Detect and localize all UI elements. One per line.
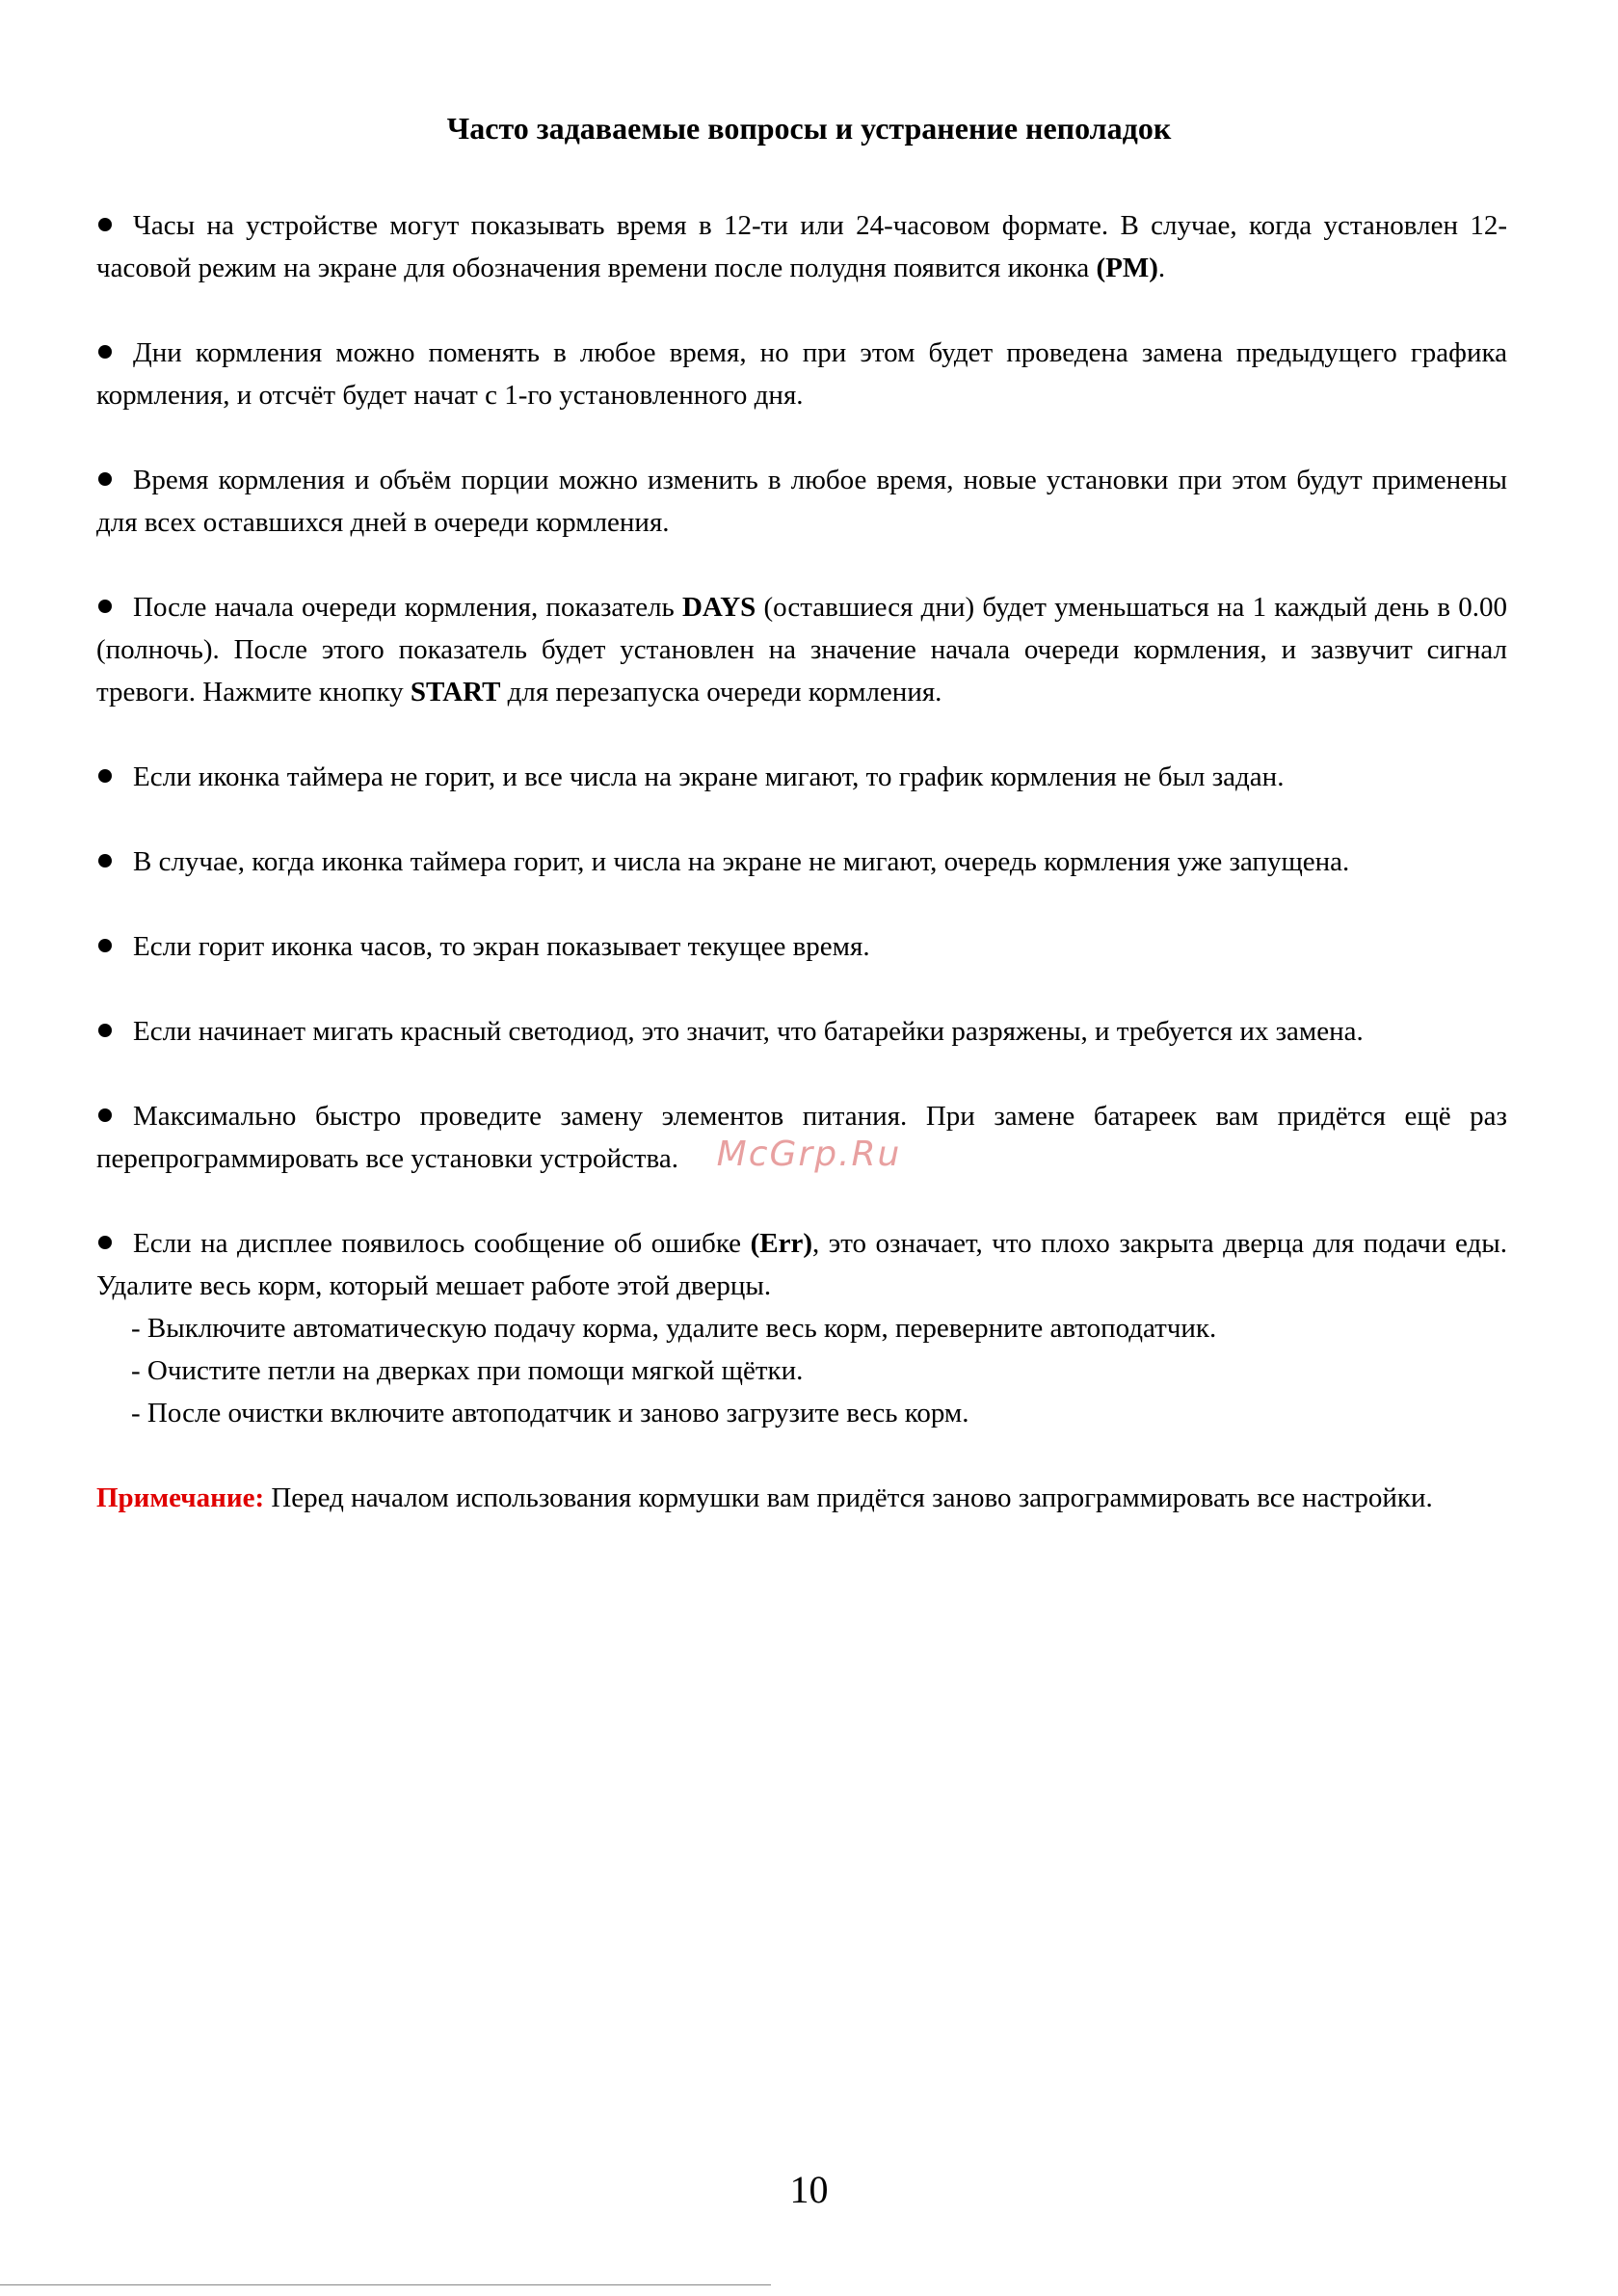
faq-item-timer-on xyxy=(96,841,1507,883)
item-text: Часы на устройстве могут показывать время в 12-ти или 24-часовом формате. В случае, когда установлен 12-часовой режим на экране для обозначения времени после полудня появится иконка xyxy=(96,210,1507,283)
item-text: . xyxy=(1157,253,1166,283)
faq-item-timer-off xyxy=(96,756,1507,798)
item-text: Если начинает мигать красный светодиод, это значит, что батарейки разряжены, и требуется их замена. xyxy=(133,1016,1364,1047)
bullet-icon xyxy=(98,1236,112,1249)
bullet-icon xyxy=(98,345,112,359)
err-label: (Err) xyxy=(750,1228,812,1259)
item-text: Дни кормления можно поменять в любое время, но при этом будет проведена замена предыдущего графика кормления, и отсчёт будет начат с 1-го установленного дня. xyxy=(96,337,1507,411)
faq-item-days-counter xyxy=(96,586,1507,713)
item-text: (оставшиеся дни) будет уменьшаться на 1 каждый день в 0.00 (полночь). После этого показатель будет установлен на значение начала очереди кормления, и зазвучит сигнал тревоги. Нажмите кнопку xyxy=(96,592,1507,707)
faq-item-feeding-days xyxy=(96,332,1507,416)
bullet-icon xyxy=(98,939,112,952)
note xyxy=(96,1477,1507,1519)
item-text: В случае, когда иконка таймера горит, и числа на экране не мигают, очередь кормления уже запущена. xyxy=(133,846,1350,877)
error-step: - Выключите автоматическую подачу корма, удалите весь корм, переверните автоподатчик. xyxy=(131,1313,1217,1344)
bullet-icon xyxy=(98,218,112,231)
item-text: Если на дисплее появилось сообщение об ошибке xyxy=(133,1228,751,1259)
note-text: Перед началом использования кормушки вам придётся заново запрограммировать все настройки. xyxy=(264,1482,1433,1513)
page-number: 10 xyxy=(789,2168,829,2211)
faq-item-error xyxy=(96,1222,1507,1307)
error-step: - Очистите петли на дверках при помощи мягкой щётки. xyxy=(131,1355,804,1386)
item-text: Если иконка таймера не горит, и все числа на экране мигают, то график кормления не был задан. xyxy=(133,761,1285,792)
item-bold: (PM) xyxy=(1096,253,1158,283)
footer-rule xyxy=(0,2284,771,2285)
bullet-icon xyxy=(98,472,112,486)
faq-list xyxy=(96,204,1507,1519)
item-text: для перезапуска очереди кормления. xyxy=(500,677,942,707)
note-label: Примечание: xyxy=(96,1482,265,1513)
item-text: Время кормления и объём порции можно изменить в любое время, новые установки при этом будут применены для всех оставшихся дней в очереди кормления. xyxy=(96,465,1507,538)
faq-item-feeding-time xyxy=(96,459,1507,544)
bullet-icon xyxy=(98,769,112,783)
item-text: Максимально быстро проведите замену элементов питания. При замене батареек вам придётся ещё раз перепрограммировать все установки устройства. xyxy=(96,1101,1507,1174)
bullet-icon xyxy=(98,1108,112,1122)
item-text: Если горит иконка часов, то экран показывает текущее время. xyxy=(133,931,870,962)
days-label: DAYS xyxy=(681,592,756,623)
page-title: Часто задаваемые вопросы и устранение неполадок xyxy=(446,111,1172,146)
watermark: McGrp.Ru xyxy=(716,1135,902,1174)
error-steps-list xyxy=(96,1307,1507,1434)
faq-item-red-led xyxy=(96,1010,1507,1053)
item-text: , это означает, что плохо закрыта дверца для подачи еды. Удалите весь корм, который мешает работе этой дверцы. xyxy=(96,1228,1507,1301)
item-text: После начала очереди кормления, показатель xyxy=(133,592,682,623)
error-step: - После очистки включите автоподатчик и заново загрузите весь корм. xyxy=(131,1398,969,1428)
bullet-icon xyxy=(98,854,112,868)
bullet-icon xyxy=(98,600,112,613)
faq-item-clock-icon xyxy=(96,925,1507,968)
bullet-icon xyxy=(98,1024,112,1037)
faq-item-clock-format xyxy=(96,204,1507,289)
start-label: START xyxy=(410,677,501,707)
